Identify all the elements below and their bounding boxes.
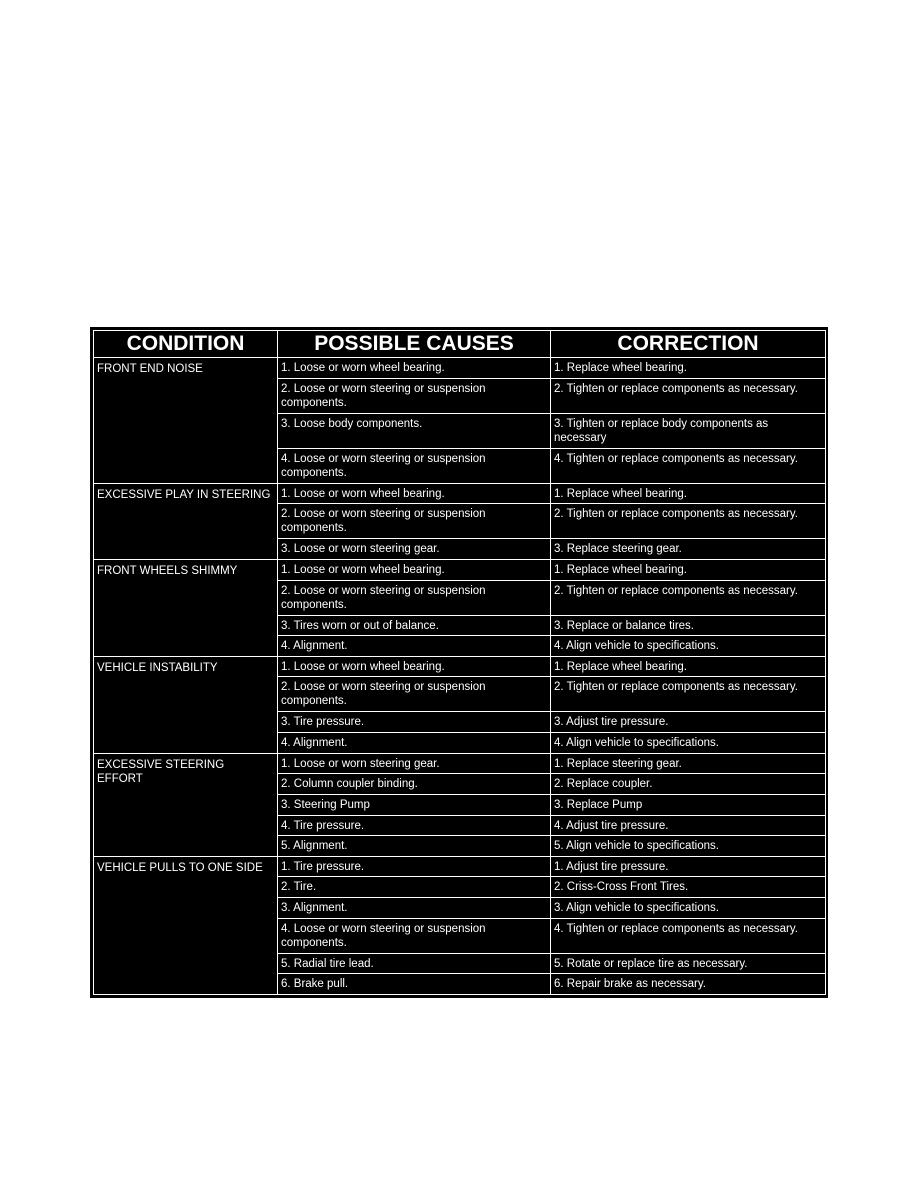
table-row: [94, 656, 826, 677]
table-row: [94, 483, 826, 504]
cause-cell: 4. Alignment.: [278, 636, 551, 657]
table-body: [94, 358, 826, 995]
cause-cell: 4. Loose or worn steering or suspension components.: [278, 918, 551, 953]
cause-cell: 1. Loose or worn wheel bearing.: [278, 656, 551, 677]
cause-cell: 2. Loose or worn steering or suspension components.: [278, 378, 551, 413]
cause-cell: 2. Loose or worn steering or suspension components.: [278, 580, 551, 615]
cause-cell: 3. Steering Pump: [278, 794, 551, 815]
correction-cell: 3. Align vehicle to specifications.: [551, 897, 826, 918]
correction-cell: 1. Adjust tire pressure.: [551, 856, 826, 877]
cause-cell: 5. Alignment.: [278, 836, 551, 857]
cause-cell: 2. Loose or worn steering or suspension components.: [278, 677, 551, 712]
condition-cell: FRONT END NOISE: [94, 358, 278, 484]
cause-cell: 4. Loose or worn steering or suspension components.: [278, 448, 551, 483]
cause-cell: 5. Radial tire lead.: [278, 953, 551, 974]
correction-cell: 4. Align vehicle to specifications.: [551, 733, 826, 754]
header-condition: CONDITION: [94, 331, 278, 358]
correction-cell: 4. Tighten or replace components as necessary.: [551, 918, 826, 953]
correction-cell: 1. Replace wheel bearing.: [551, 483, 826, 504]
condition-cell: VEHICLE PULLS TO ONE SIDE: [94, 856, 278, 994]
cause-cell: 1. Loose or worn wheel bearing.: [278, 483, 551, 504]
correction-cell: 5. Align vehicle to specifications.: [551, 836, 826, 857]
cause-cell: 3. Loose body components.: [278, 413, 551, 448]
table-row: [94, 358, 826, 379]
cause-cell: 2. Loose or worn steering or suspension components.: [278, 504, 551, 539]
correction-cell: 4. Align vehicle to specifications.: [551, 636, 826, 657]
correction-cell: 3. Replace or balance tires.: [551, 615, 826, 636]
correction-cell: 3. Replace Pump: [551, 794, 826, 815]
correction-cell: 2. Criss-Cross Front Tires.: [551, 877, 826, 898]
correction-cell: 2. Tighten or replace components as necessary.: [551, 580, 826, 615]
correction-cell: 3. Tighten or replace body components as necessary: [551, 413, 826, 448]
correction-cell: 2. Tighten or replace components as necessary.: [551, 504, 826, 539]
table-row: [94, 753, 826, 774]
table-row: [94, 559, 826, 580]
correction-cell: 1. Replace wheel bearing.: [551, 656, 826, 677]
correction-cell: 3. Replace steering gear.: [551, 539, 826, 560]
condition-cell: VEHICLE INSTABILITY: [94, 656, 278, 753]
correction-cell: 3. Adjust tire pressure.: [551, 712, 826, 733]
diagnosis-chart: [90, 327, 828, 998]
cause-cell: 2. Column coupler binding.: [278, 774, 551, 795]
correction-cell: 5. Rotate or replace tire as necessary.: [551, 953, 826, 974]
cause-cell: 1. Tire pressure.: [278, 856, 551, 877]
cause-cell: 6. Brake pull.: [278, 974, 551, 995]
correction-cell: 4. Tighten or replace components as necessary.: [551, 448, 826, 483]
condition-cell: FRONT WHEELS SHIMMY: [94, 559, 278, 656]
cause-cell: 2. Tire.: [278, 877, 551, 898]
cause-cell: 1. Loose or worn wheel bearing.: [278, 559, 551, 580]
correction-cell: 2. Tighten or replace components as necessary.: [551, 378, 826, 413]
cause-cell: 4. Tire pressure.: [278, 815, 551, 836]
correction-cell: 2. Replace coupler.: [551, 774, 826, 795]
correction-cell: 4. Adjust tire pressure.: [551, 815, 826, 836]
correction-cell: 1. Replace steering gear.: [551, 753, 826, 774]
condition-cell: EXCESSIVE STEERING EFFORT: [94, 753, 278, 856]
cause-cell: 3. Loose or worn steering gear.: [278, 539, 551, 560]
cause-cell: 1. Loose or worn wheel bearing.: [278, 358, 551, 379]
header-row: [94, 331, 826, 358]
correction-cell: 6. Repair brake as necessary.: [551, 974, 826, 995]
cause-cell: 4. Alignment.: [278, 733, 551, 754]
table-row: [94, 856, 826, 877]
cause-cell: 3. Alignment.: [278, 897, 551, 918]
condition-cell: EXCESSIVE PLAY IN STEERING: [94, 483, 278, 559]
header-correction: CORRECTION: [551, 331, 826, 358]
header-possible-causes: POSSIBLE CAUSES: [278, 331, 551, 358]
diagnosis-table: [93, 330, 826, 995]
cause-cell: 3. Tires worn or out of balance.: [278, 615, 551, 636]
cause-cell: 1. Loose or worn steering gear.: [278, 753, 551, 774]
correction-cell: 1. Replace wheel bearing.: [551, 559, 826, 580]
correction-cell: 2. Tighten or replace components as necessary.: [551, 677, 826, 712]
cause-cell: 3. Tire pressure.: [278, 712, 551, 733]
correction-cell: 1. Replace wheel bearing.: [551, 358, 826, 379]
